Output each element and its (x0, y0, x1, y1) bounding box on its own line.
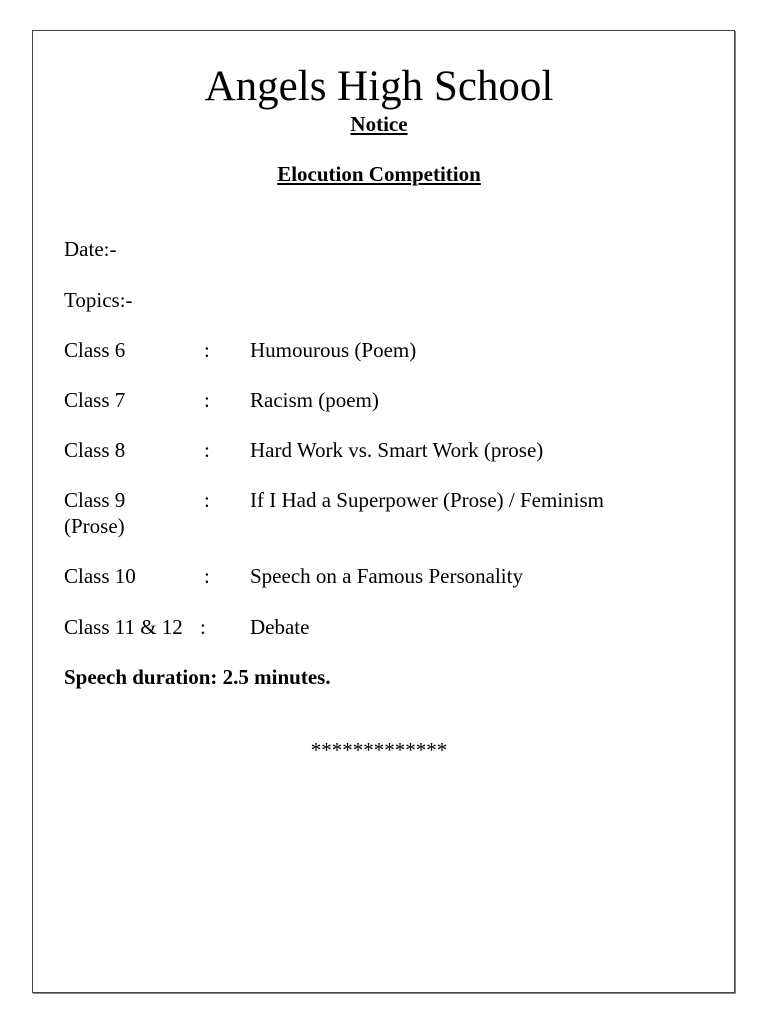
topic-text: If I Had a Superpower (Prose) / Feminism (250, 488, 605, 512)
topic-class: Class 8 (64, 438, 126, 462)
topic-row (64, 437, 664, 463)
topic-separator: : (204, 338, 210, 362)
topic-row (64, 563, 664, 589)
school-name: Angels High School (204, 63, 554, 110)
topic-separator: : (204, 564, 210, 588)
notice-heading-text: Notice (350, 112, 408, 136)
topic-separator: : (200, 615, 206, 639)
topic-class: Class 6 (64, 338, 126, 362)
divider-stars: ************* (310, 738, 448, 762)
topic-text: Speech on a Famous Personality (250, 564, 523, 588)
topic-continuation: (Prose) (64, 514, 125, 538)
topic-text: Racism (poem) (250, 388, 379, 412)
topic-row (64, 387, 664, 413)
speech-duration: Speech duration: 2.5 minutes. (64, 665, 331, 689)
topic-text: Debate (250, 615, 310, 639)
topics-label: Topics:- (64, 288, 133, 312)
topic-class: Class 7 (64, 388, 126, 412)
topic-separator: : (204, 488, 210, 512)
topic-class: Class 9 (64, 488, 126, 512)
date-label: Date:- (64, 237, 117, 261)
event-title (0, 162, 758, 186)
event-title-text: Elocution Competition (277, 162, 481, 186)
topic-row (64, 487, 664, 513)
topic-class: Class 10 (64, 564, 136, 588)
topic-row (64, 337, 664, 363)
topic-separator: : (204, 388, 210, 412)
topic-row (64, 614, 664, 640)
topic-text: Hard Work vs. Smart Work (prose) (250, 438, 544, 462)
topic-class: Class 11 & 12 (64, 615, 183, 639)
topic-separator: : (204, 438, 210, 462)
topic-text: Humourous (Poem) (250, 338, 417, 362)
notice-heading (0, 112, 758, 136)
